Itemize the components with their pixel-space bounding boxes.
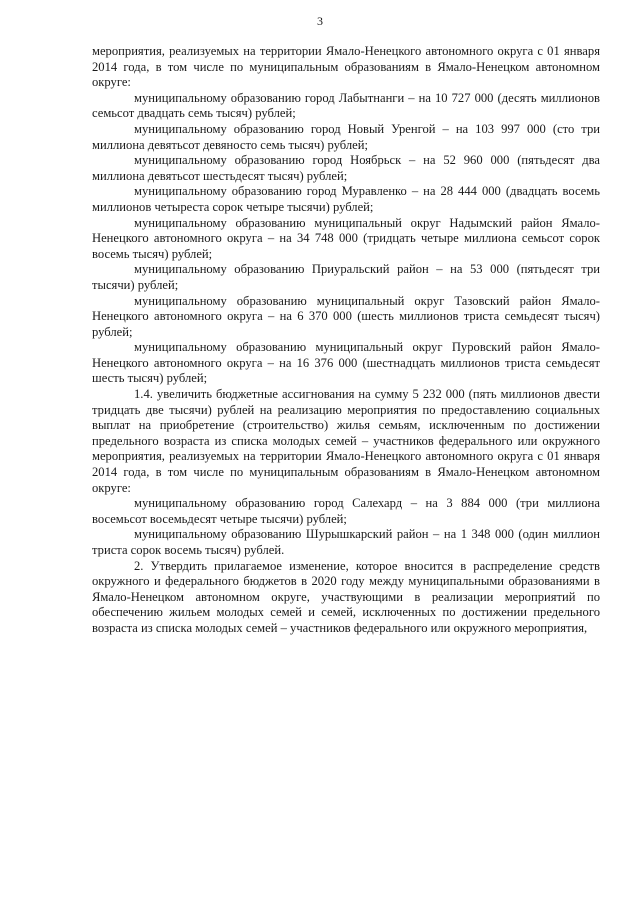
paragraph-labytnangi: муниципальному образованию город Лабытнанги – на 10 727 000 (десять миллионов семьсот двадцать семь тысяч) рублей; [92,90,600,121]
paragraph-novy-urengoy: муниципальному образованию город Новый Уренгой – на 103 997 000 (сто три миллиона девятьсот девяносто семь тысяч) рублей; [92,121,600,152]
paragraph-tazovsky: муниципальному образованию муниципальный округ Тазовский район Ямало-Ненецкого автономного округа – на 6 370 000 (шесть миллионов триста семьдесят тысяч) рублей; [92,293,600,339]
paragraph-clause-2: 2. Утвердить прилагаемое изменение, которое вносится в распределение средств окружного и федерального бюджетов в 2020 году между муниципальными образованиями в Ямало-Ненецком автономном округе, участвующими в реализации мероприятий по обеспечению жильем молодых семей и семей, исключенных по достижении предельного возраста из списка молодых семей – участников федерального или окружного мероприятия, [92,558,600,635]
paragraph-purovsky: муниципальному образованию муниципальный округ Пуровский район Ямало-Ненецкого автономного округа – на 16 376 000 (шестнадцать миллионов триста семьдесят шесть тысяч) рублей; [92,340,600,386]
document-body [92,44,600,637]
paragraph-nadym: муниципальному образованию муниципальный округ Надымский район Ямало-Ненецкого автономного округа – на 34 748 000 (тридцать четыре миллиона семьсот сорок восемь тысяч) рублей; [92,215,600,261]
page-number: 3 [317,14,323,28]
paragraph-noyabrsk: муниципальному образованию город Ноябрьск – на 52 960 000 (пятьдесят два миллиона девятьсот шестьдесят тысяч) рублей; [92,153,600,183]
paragraph-salekhard: муниципальному образованию город Салехард – на 3 884 000 (три миллиона восемьсот восемьдесят четыре тысячи) рублей; [92,496,600,526]
paragraph-clause-1-4: 1.4. увеличить бюджетные ассигнования на сумму 5 232 000 (пять миллионов двести тридцать две тысячи) рублей на реализацию мероприятия по предоставлению социальных выплат на приобретение (строительство) жилья семьям, исключенным по достижении предельного возраста из списка молодых семей – участников федерального или окружного мероприятия, реализуемых на территории Ямало-Ненецкого автономного округа с 01 января 2014 года, в том числе по муниципальным образованиям в Ямало-Ненецком автономном округе: [92,387,600,495]
paragraph-shuryshkarsky: муниципальному образованию Шурышкарский район – на 1 348 000 (один миллион триста сорок восемь тысяч) рублей. [92,527,600,557]
paragraph-priuralsky: муниципальному образованию Приуральский район – на 53 000 (пятьдесят три тысячи) рублей; [92,262,600,292]
paragraph-muravlenko: муниципальному образованию город Муравленко – на 28 444 000 (двадцать восемь миллионов четыреста сорок четыре тысячи) рублей; [92,184,600,214]
paragraph-intro-continuation: мероприятия, реализуемых на территории Ямало-Ненецкого автономного округа с 01 января 2014 года, в том числе по муниципальным образованиям в Ямало-Ненецком автономном округе: [92,44,600,90]
